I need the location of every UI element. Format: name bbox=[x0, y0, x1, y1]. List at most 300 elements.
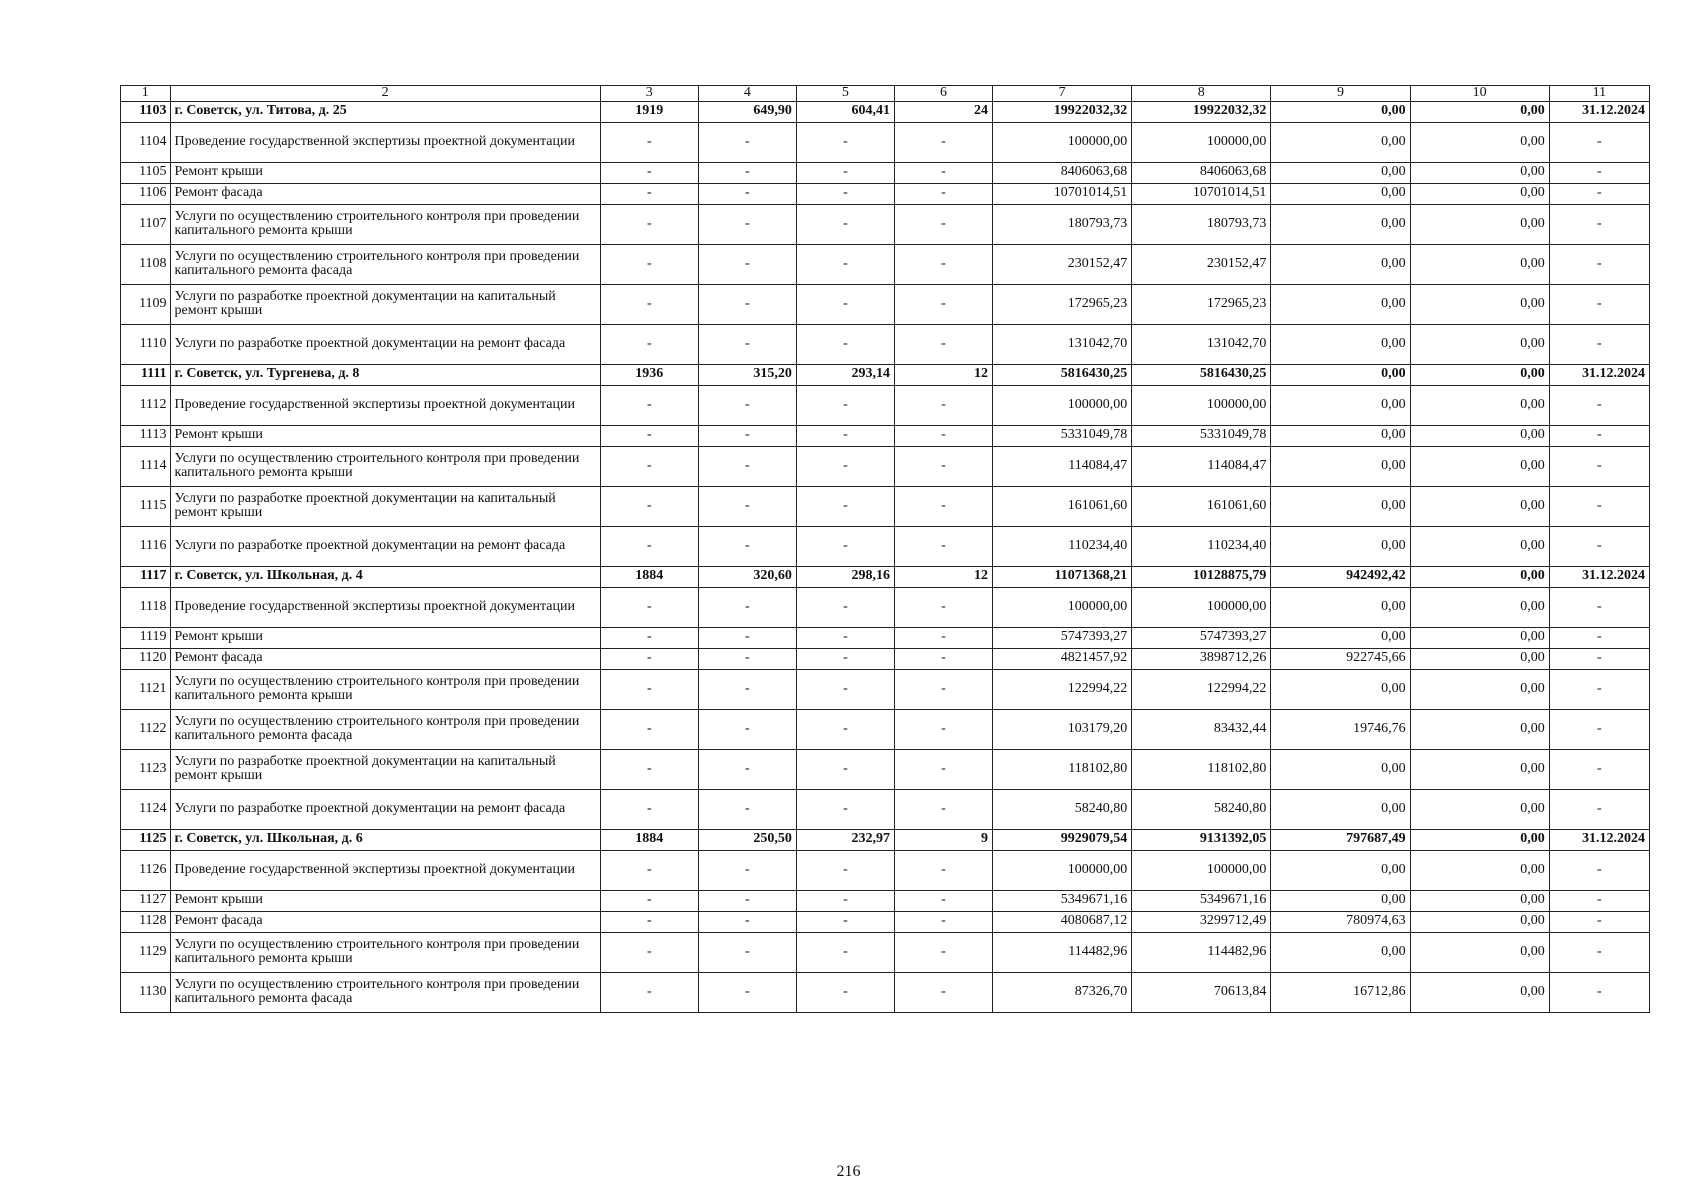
value-cell-7: 103179,20 bbox=[993, 709, 1132, 749]
row-number-cell: 1121 bbox=[121, 669, 171, 709]
value-cell-3: - bbox=[600, 122, 698, 162]
value-cell-7: 5349671,16 bbox=[993, 890, 1132, 911]
value-cell-6: 12 bbox=[894, 364, 992, 385]
value-cell-6: - bbox=[894, 425, 992, 446]
value-cell-11: 31.12.2024 bbox=[1549, 101, 1649, 122]
row-number-cell: 1128 bbox=[121, 911, 171, 932]
value-cell-4: - bbox=[698, 183, 796, 204]
value-cell-5: - bbox=[796, 385, 894, 425]
value-cell-10: 0,00 bbox=[1410, 850, 1549, 890]
value-cell-6: - bbox=[894, 183, 992, 204]
value-cell-3: - bbox=[600, 890, 698, 911]
value-cell-6: - bbox=[894, 850, 992, 890]
value-cell-6: - bbox=[894, 890, 992, 911]
value-cell-11: - bbox=[1549, 183, 1649, 204]
value-cell-9: 0,00 bbox=[1271, 284, 1410, 324]
value-cell-7: 118102,80 bbox=[993, 749, 1132, 789]
value-cell-4: - bbox=[698, 425, 796, 446]
header-cell-8: 8 bbox=[1132, 86, 1271, 102]
value-cell-11: - bbox=[1549, 284, 1649, 324]
value-cell-9: 0,00 bbox=[1271, 587, 1410, 627]
value-cell-6: - bbox=[894, 162, 992, 183]
value-cell-3: - bbox=[600, 183, 698, 204]
value-cell-8: 118102,80 bbox=[1132, 749, 1271, 789]
value-cell-11: - bbox=[1549, 850, 1649, 890]
row-name-cell: Ремонт фасада bbox=[170, 911, 600, 932]
value-cell-9: 942492,42 bbox=[1271, 566, 1410, 587]
value-cell-8: 9131392,05 bbox=[1132, 829, 1271, 850]
work-item-row bbox=[121, 911, 1650, 932]
row-number-cell: 1107 bbox=[121, 204, 171, 244]
work-item-row bbox=[121, 669, 1650, 709]
value-cell-3: - bbox=[600, 648, 698, 669]
row-name-cell: Ремонт крыши bbox=[170, 162, 600, 183]
value-cell-5: - bbox=[796, 669, 894, 709]
value-cell-7: 58240,80 bbox=[993, 789, 1132, 829]
value-cell-7: 11071368,21 bbox=[993, 566, 1132, 587]
value-cell-10: 0,00 bbox=[1410, 486, 1549, 526]
work-item-row bbox=[121, 526, 1650, 566]
value-cell-9: 0,00 bbox=[1271, 425, 1410, 446]
row-name-cell: г. Советск, ул. Титова, д. 25 bbox=[170, 101, 600, 122]
value-cell-4: 315,20 bbox=[698, 364, 796, 385]
value-cell-7: 122994,22 bbox=[993, 669, 1132, 709]
value-cell-11: - bbox=[1549, 648, 1649, 669]
work-item-row bbox=[121, 648, 1650, 669]
value-cell-5: - bbox=[796, 789, 894, 829]
row-name-cell: Ремонт крыши bbox=[170, 627, 600, 648]
row-number-cell: 1129 bbox=[121, 932, 171, 972]
value-cell-10: 0,00 bbox=[1410, 122, 1549, 162]
value-cell-11: - bbox=[1549, 749, 1649, 789]
value-cell-6: - bbox=[894, 627, 992, 648]
value-cell-6: - bbox=[894, 284, 992, 324]
value-cell-9: 0,00 bbox=[1271, 204, 1410, 244]
value-cell-4: - bbox=[698, 850, 796, 890]
value-cell-5: - bbox=[796, 486, 894, 526]
value-cell-5: - bbox=[796, 749, 894, 789]
value-cell-8: 19922032,32 bbox=[1132, 101, 1271, 122]
value-cell-3: - bbox=[600, 850, 698, 890]
row-name-cell: Услуги по разработке проектной документации на ремонт фасада bbox=[170, 324, 600, 364]
row-number-cell: 1125 bbox=[121, 829, 171, 850]
value-cell-7: 100000,00 bbox=[993, 850, 1132, 890]
value-cell-11: - bbox=[1549, 324, 1649, 364]
value-cell-4: - bbox=[698, 446, 796, 486]
value-cell-4: - bbox=[698, 709, 796, 749]
value-cell-8: 114482,96 bbox=[1132, 932, 1271, 972]
row-name-cell: Услуги по осуществлению строительного контроля при проведении капитального ремонта фасада bbox=[170, 709, 600, 749]
value-cell-3: 1919 bbox=[600, 101, 698, 122]
address-row bbox=[121, 566, 1650, 587]
value-cell-7: 5747393,27 bbox=[993, 627, 1132, 648]
value-cell-10: 0,00 bbox=[1410, 669, 1549, 709]
value-cell-7: 110234,40 bbox=[993, 526, 1132, 566]
work-item-row bbox=[121, 587, 1650, 627]
value-cell-11: 31.12.2024 bbox=[1549, 364, 1649, 385]
value-cell-7: 172965,23 bbox=[993, 284, 1132, 324]
value-cell-7: 9929079,54 bbox=[993, 829, 1132, 850]
value-cell-9: 0,00 bbox=[1271, 101, 1410, 122]
row-name-cell: Услуги по разработке проектной документации на капитальный ремонт крыши bbox=[170, 486, 600, 526]
work-item-row bbox=[121, 932, 1650, 972]
value-cell-3: - bbox=[600, 425, 698, 446]
row-name-cell: Проведение государственной экспертизы проектной документации bbox=[170, 587, 600, 627]
value-cell-4: - bbox=[698, 162, 796, 183]
value-cell-8: 8406063,68 bbox=[1132, 162, 1271, 183]
value-cell-8: 3898712,26 bbox=[1132, 648, 1271, 669]
value-cell-10: 0,00 bbox=[1410, 709, 1549, 749]
row-number-cell: 1126 bbox=[121, 850, 171, 890]
value-cell-8: 110234,40 bbox=[1132, 526, 1271, 566]
value-cell-10: 0,00 bbox=[1410, 183, 1549, 204]
value-cell-9: 0,00 bbox=[1271, 932, 1410, 972]
row-name-cell: Ремонт фасада bbox=[170, 648, 600, 669]
value-cell-8: 5747393,27 bbox=[1132, 627, 1271, 648]
value-cell-10: 0,00 bbox=[1410, 911, 1549, 932]
value-cell-10: 0,00 bbox=[1410, 627, 1549, 648]
work-item-row bbox=[121, 122, 1650, 162]
value-cell-11: - bbox=[1549, 587, 1649, 627]
value-cell-4: - bbox=[698, 932, 796, 972]
header-cell-2: 2 bbox=[170, 86, 600, 102]
value-cell-7: 100000,00 bbox=[993, 385, 1132, 425]
page-number: 216 bbox=[836, 1163, 861, 1180]
value-cell-11: - bbox=[1549, 627, 1649, 648]
value-cell-9: 0,00 bbox=[1271, 486, 1410, 526]
work-item-row bbox=[121, 709, 1650, 749]
row-number-cell: 1117 bbox=[121, 566, 171, 587]
value-cell-3: - bbox=[600, 972, 698, 1012]
work-item-row bbox=[121, 850, 1650, 890]
row-name-cell: г. Советск, ул. Школьная, д. 6 bbox=[170, 829, 600, 850]
value-cell-7: 4821457,92 bbox=[993, 648, 1132, 669]
value-cell-7: 87326,70 bbox=[993, 972, 1132, 1012]
value-cell-10: 0,00 bbox=[1410, 648, 1549, 669]
value-cell-9: 0,00 bbox=[1271, 244, 1410, 284]
value-cell-8: 172965,23 bbox=[1132, 284, 1271, 324]
header-cell-6: 6 bbox=[894, 86, 992, 102]
value-cell-3: - bbox=[600, 385, 698, 425]
value-cell-10: 0,00 bbox=[1410, 526, 1549, 566]
value-cell-5: - bbox=[796, 204, 894, 244]
value-cell-4: - bbox=[698, 972, 796, 1012]
value-cell-9: 0,00 bbox=[1271, 122, 1410, 162]
value-cell-4: - bbox=[698, 587, 796, 627]
work-item-row bbox=[121, 284, 1650, 324]
row-name-cell: Услуги по осуществлению строительного контроля при проведении капитального ремонта фасада bbox=[170, 972, 600, 1012]
row-name-cell: Услуги по осуществлению строительного контроля при проведении капитального ремонта крыши bbox=[170, 446, 600, 486]
value-cell-6: - bbox=[894, 749, 992, 789]
row-number-cell: 1108 bbox=[121, 244, 171, 284]
value-cell-3: - bbox=[600, 162, 698, 183]
value-cell-4: - bbox=[698, 627, 796, 648]
row-name-cell: Услуги по разработке проектной документации на капитальный ремонт крыши bbox=[170, 749, 600, 789]
value-cell-7: 100000,00 bbox=[993, 122, 1132, 162]
work-item-row bbox=[121, 486, 1650, 526]
work-item-row bbox=[121, 183, 1650, 204]
value-cell-11: 31.12.2024 bbox=[1549, 829, 1649, 850]
value-cell-6: - bbox=[894, 911, 992, 932]
value-cell-8: 100000,00 bbox=[1132, 385, 1271, 425]
value-cell-9: 0,00 bbox=[1271, 446, 1410, 486]
value-cell-10: 0,00 bbox=[1410, 890, 1549, 911]
work-item-row bbox=[121, 972, 1650, 1012]
value-cell-8: 100000,00 bbox=[1132, 587, 1271, 627]
value-cell-11: - bbox=[1549, 789, 1649, 829]
row-name-cell: Проведение государственной экспертизы проектной документации bbox=[170, 122, 600, 162]
value-cell-7: 8406063,68 bbox=[993, 162, 1132, 183]
value-cell-10: 0,00 bbox=[1410, 829, 1549, 850]
address-row bbox=[121, 829, 1650, 850]
row-number-cell: 1122 bbox=[121, 709, 171, 749]
value-cell-11: - bbox=[1549, 122, 1649, 162]
value-cell-10: 0,00 bbox=[1410, 566, 1549, 587]
table-body bbox=[121, 86, 1650, 1013]
value-cell-3: - bbox=[600, 324, 698, 364]
value-cell-3: - bbox=[600, 244, 698, 284]
work-item-row bbox=[121, 890, 1650, 911]
row-name-cell: Услуги по разработке проектной документации на ремонт фасада bbox=[170, 789, 600, 829]
value-cell-8: 58240,80 bbox=[1132, 789, 1271, 829]
value-cell-4: 250,50 bbox=[698, 829, 796, 850]
value-cell-4: - bbox=[698, 244, 796, 284]
value-cell-5: 298,16 bbox=[796, 566, 894, 587]
row-number-cell: 1104 bbox=[121, 122, 171, 162]
value-cell-4: - bbox=[698, 122, 796, 162]
value-cell-7: 114482,96 bbox=[993, 932, 1132, 972]
value-cell-3: - bbox=[600, 932, 698, 972]
value-cell-11: - bbox=[1549, 669, 1649, 709]
value-cell-5: - bbox=[796, 122, 894, 162]
row-name-cell: г. Советск, ул. Школьная, д. 4 bbox=[170, 566, 600, 587]
value-cell-8: 5331049,78 bbox=[1132, 425, 1271, 446]
value-cell-8: 230152,47 bbox=[1132, 244, 1271, 284]
value-cell-7: 10701014,51 bbox=[993, 183, 1132, 204]
value-cell-5: 232,97 bbox=[796, 829, 894, 850]
value-cell-4: - bbox=[698, 890, 796, 911]
value-cell-5: - bbox=[796, 890, 894, 911]
value-cell-10: 0,00 bbox=[1410, 446, 1549, 486]
row-name-cell: Проведение государственной экспертизы проектной документации bbox=[170, 385, 600, 425]
value-cell-3: - bbox=[600, 486, 698, 526]
value-cell-7: 114084,47 bbox=[993, 446, 1132, 486]
row-number-cell: 1113 bbox=[121, 425, 171, 446]
address-row bbox=[121, 364, 1650, 385]
value-cell-10: 0,00 bbox=[1410, 244, 1549, 284]
value-cell-10: 0,00 bbox=[1410, 587, 1549, 627]
value-cell-5: - bbox=[796, 446, 894, 486]
row-number-cell: 1124 bbox=[121, 789, 171, 829]
row-number-cell: 1114 bbox=[121, 446, 171, 486]
value-cell-9: 0,00 bbox=[1271, 183, 1410, 204]
value-cell-11: - bbox=[1549, 890, 1649, 911]
value-cell-6: - bbox=[894, 204, 992, 244]
row-number-cell: 1119 bbox=[121, 627, 171, 648]
value-cell-6: - bbox=[894, 789, 992, 829]
value-cell-8: 161061,60 bbox=[1132, 486, 1271, 526]
value-cell-6: - bbox=[894, 486, 992, 526]
value-cell-11: - bbox=[1549, 932, 1649, 972]
row-number-cell: 1112 bbox=[121, 385, 171, 425]
row-number-cell: 1127 bbox=[121, 890, 171, 911]
value-cell-10: 0,00 bbox=[1410, 284, 1549, 324]
value-cell-3: - bbox=[600, 911, 698, 932]
value-cell-8: 100000,00 bbox=[1132, 122, 1271, 162]
value-cell-5: - bbox=[796, 244, 894, 284]
value-cell-4: - bbox=[698, 911, 796, 932]
value-cell-5: - bbox=[796, 324, 894, 364]
value-cell-6: - bbox=[894, 122, 992, 162]
value-cell-7: 161061,60 bbox=[993, 486, 1132, 526]
work-item-row bbox=[121, 204, 1650, 244]
value-cell-5: - bbox=[796, 972, 894, 1012]
value-cell-5: - bbox=[796, 709, 894, 749]
value-cell-8: 5349671,16 bbox=[1132, 890, 1271, 911]
row-number-cell: 1118 bbox=[121, 587, 171, 627]
row-number-cell: 1123 bbox=[121, 749, 171, 789]
value-cell-6: - bbox=[894, 446, 992, 486]
value-cell-3: - bbox=[600, 526, 698, 566]
value-cell-5: - bbox=[796, 911, 894, 932]
value-cell-4: - bbox=[698, 669, 796, 709]
value-cell-3: 1884 bbox=[600, 566, 698, 587]
value-cell-10: 0,00 bbox=[1410, 204, 1549, 244]
value-cell-8: 131042,70 bbox=[1132, 324, 1271, 364]
value-cell-3: - bbox=[600, 789, 698, 829]
value-cell-3: - bbox=[600, 669, 698, 709]
value-cell-4: - bbox=[698, 526, 796, 566]
value-cell-3: 1884 bbox=[600, 829, 698, 850]
value-cell-3: 1936 bbox=[600, 364, 698, 385]
value-cell-8: 10128875,79 bbox=[1132, 566, 1271, 587]
value-cell-4: - bbox=[698, 749, 796, 789]
work-item-row bbox=[121, 749, 1650, 789]
value-cell-6: - bbox=[894, 244, 992, 284]
value-cell-6: - bbox=[894, 385, 992, 425]
row-name-cell: Ремонт крыши bbox=[170, 890, 600, 911]
value-cell-7: 100000,00 bbox=[993, 587, 1132, 627]
value-cell-9: 0,00 bbox=[1271, 890, 1410, 911]
work-item-row bbox=[121, 244, 1650, 284]
value-cell-11: - bbox=[1549, 244, 1649, 284]
value-cell-8: 180793,73 bbox=[1132, 204, 1271, 244]
value-cell-11: - bbox=[1549, 446, 1649, 486]
row-number-cell: 1106 bbox=[121, 183, 171, 204]
value-cell-3: - bbox=[600, 204, 698, 244]
value-cell-11: - bbox=[1549, 204, 1649, 244]
row-name-cell: Ремонт крыши bbox=[170, 425, 600, 446]
work-item-row bbox=[121, 446, 1650, 486]
value-cell-5: - bbox=[796, 526, 894, 566]
value-cell-10: 0,00 bbox=[1410, 749, 1549, 789]
value-cell-7: 5331049,78 bbox=[993, 425, 1132, 446]
value-cell-10: 0,00 bbox=[1410, 324, 1549, 364]
row-name-cell: Услуги по осуществлению строительного контроля при проведении капитального ремонта фасада bbox=[170, 244, 600, 284]
value-cell-4: - bbox=[698, 789, 796, 829]
value-cell-9: 0,00 bbox=[1271, 789, 1410, 829]
value-cell-4: - bbox=[698, 648, 796, 669]
value-cell-7: 19922032,32 bbox=[993, 101, 1132, 122]
row-number-cell: 1110 bbox=[121, 324, 171, 364]
value-cell-6: - bbox=[894, 526, 992, 566]
value-cell-4: - bbox=[698, 284, 796, 324]
value-cell-10: 0,00 bbox=[1410, 162, 1549, 183]
value-cell-3: - bbox=[600, 627, 698, 648]
repair-program-table bbox=[120, 85, 1650, 1013]
header-cell-3: 3 bbox=[600, 86, 698, 102]
value-cell-3: - bbox=[600, 749, 698, 789]
row-name-cell: Услуги по осуществлению строительного контроля при проведении капитального ремонта крыши bbox=[170, 932, 600, 972]
row-name-cell: Услуги по разработке проектной документации на капитальный ремонт крыши bbox=[170, 284, 600, 324]
row-name-cell: Услуги по осуществлению строительного контроля при проведении капитального ремонта крыши bbox=[170, 204, 600, 244]
value-cell-10: 0,00 bbox=[1410, 101, 1549, 122]
column-number-header-row bbox=[121, 86, 1650, 102]
value-cell-11: - bbox=[1549, 486, 1649, 526]
value-cell-10: 0,00 bbox=[1410, 364, 1549, 385]
value-cell-8: 83432,44 bbox=[1132, 709, 1271, 749]
value-cell-11: - bbox=[1549, 911, 1649, 932]
value-cell-11: - bbox=[1549, 709, 1649, 749]
value-cell-4: - bbox=[698, 324, 796, 364]
row-name-cell: г. Советск, ул. Тургенева, д. 8 bbox=[170, 364, 600, 385]
value-cell-5: - bbox=[796, 648, 894, 669]
value-cell-10: 0,00 bbox=[1410, 789, 1549, 829]
row-name-cell: Проведение государственной экспертизы проектной документации bbox=[170, 850, 600, 890]
work-item-row bbox=[121, 324, 1650, 364]
value-cell-9: 922745,66 bbox=[1271, 648, 1410, 669]
row-number-cell: 1120 bbox=[121, 648, 171, 669]
value-cell-3: - bbox=[600, 284, 698, 324]
value-cell-4: 320,60 bbox=[698, 566, 796, 587]
value-cell-5: - bbox=[796, 284, 894, 324]
value-cell-8: 5816430,25 bbox=[1132, 364, 1271, 385]
work-item-row bbox=[121, 162, 1650, 183]
value-cell-6: 24 bbox=[894, 101, 992, 122]
row-name-cell: Услуги по разработке проектной документации на ремонт фасада bbox=[170, 526, 600, 566]
value-cell-5: - bbox=[796, 627, 894, 648]
value-cell-7: 5816430,25 bbox=[993, 364, 1132, 385]
value-cell-6: 12 bbox=[894, 566, 992, 587]
row-number-cell: 1116 bbox=[121, 526, 171, 566]
value-cell-11: - bbox=[1549, 162, 1649, 183]
value-cell-10: 0,00 bbox=[1410, 932, 1549, 972]
value-cell-5: 293,14 bbox=[796, 364, 894, 385]
value-cell-8: 114084,47 bbox=[1132, 446, 1271, 486]
row-name-cell: Услуги по осуществлению строительного контроля при проведении капитального ремонта крыши bbox=[170, 669, 600, 709]
value-cell-6: - bbox=[894, 324, 992, 364]
value-cell-9: 797687,49 bbox=[1271, 829, 1410, 850]
value-cell-6: - bbox=[894, 587, 992, 627]
row-number-cell: 1109 bbox=[121, 284, 171, 324]
header-cell-4: 4 bbox=[698, 86, 796, 102]
address-row bbox=[121, 101, 1650, 122]
row-number-cell: 1130 bbox=[121, 972, 171, 1012]
value-cell-11: 31.12.2024 bbox=[1549, 566, 1649, 587]
header-cell-11: 11 bbox=[1549, 86, 1649, 102]
header-cell-10: 10 bbox=[1410, 86, 1549, 102]
value-cell-4: - bbox=[698, 385, 796, 425]
value-cell-4: - bbox=[698, 486, 796, 526]
value-cell-10: 0,00 bbox=[1410, 972, 1549, 1012]
value-cell-4: - bbox=[698, 204, 796, 244]
value-cell-6: - bbox=[894, 709, 992, 749]
value-cell-9: 0,00 bbox=[1271, 627, 1410, 648]
row-number-cell: 1103 bbox=[121, 101, 171, 122]
header-cell-1: 1 bbox=[121, 86, 171, 102]
value-cell-9: 0,00 bbox=[1271, 669, 1410, 709]
value-cell-3: - bbox=[600, 446, 698, 486]
